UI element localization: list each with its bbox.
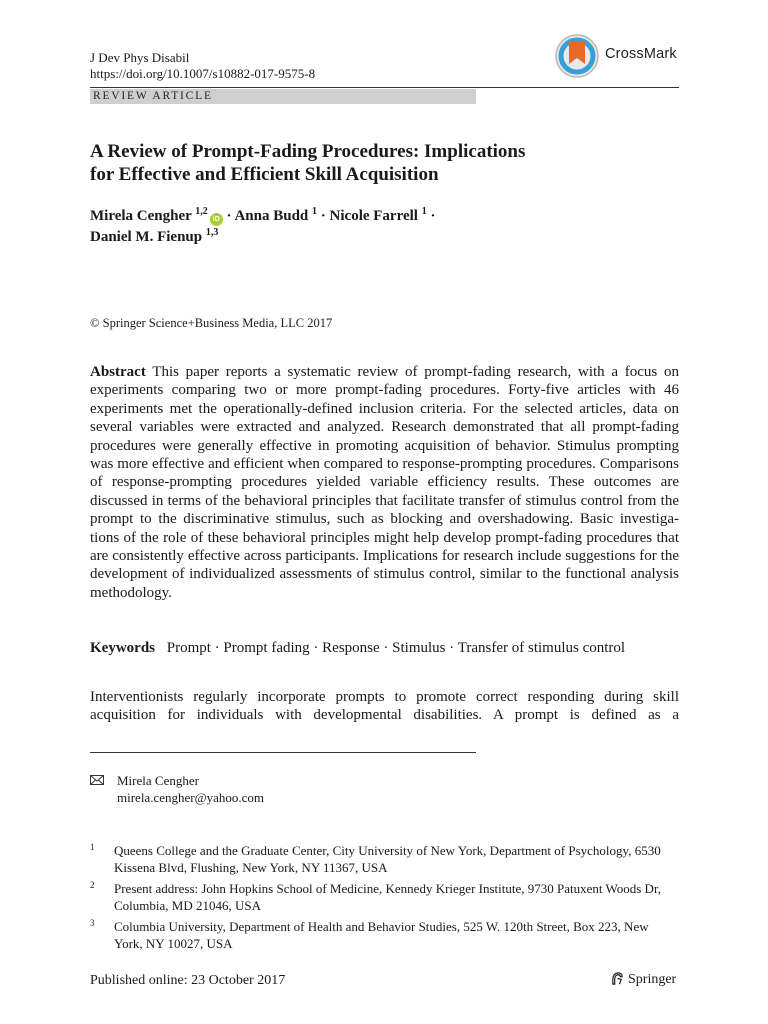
title-line-1: A Review of Prompt-Fading Procedures: Implications: [90, 141, 526, 162]
author-affiliation: 1: [421, 206, 427, 217]
crossmark-label: CrossMark: [605, 46, 677, 62]
doi-link[interactable]: https://doi.org/10.1007/s10882-017-9575-8: [90, 66, 316, 81]
affiliation-text: Columbia University, Department of Health and Behavior Studies, 525 W. 120th Street, Box 223, New York, NY 10027, USA: [114, 919, 649, 951]
corresponding-author: [117, 772, 264, 806]
springer-logo: [610, 971, 676, 988]
author-name[interactable]: Daniel M. Fienup: [90, 229, 203, 245]
journal-name: J Dev Phys Disabil: [90, 50, 190, 65]
author-line-2: [90, 227, 690, 248]
keywords-label: Keywords: [90, 640, 155, 656]
keywords-text: Prompt · Prompt fading · Response · Stimulus · Transfer of stimulus control: [166, 640, 626, 656]
affiliation-number: 3: [90, 918, 95, 928]
author-list: [90, 206, 690, 248]
author-affiliation: 1: [312, 206, 318, 217]
springer-horse-icon: [610, 971, 625, 986]
author-name[interactable]: Mirela Cengher: [90, 208, 192, 224]
affiliation-number: 2: [90, 880, 95, 890]
section-label: REVIEW ARTICLE: [93, 90, 213, 102]
contact-name: Mirela Cengher: [117, 773, 199, 788]
title-line-2: for Effective and Efficient Skill Acquisition: [90, 164, 439, 185]
keywords: [90, 639, 690, 657]
intro-line-2: acquisition for individuals with developmental disabilities. A prompt is defined as a: [90, 707, 679, 724]
abstract-text: This paper reports a systematic review of prompt-fading research, with a focus on experiments comparing two or more prompt-fading procedures. Forty-five articles with 46 experiments met the operationally-defined inclusion criteria. For the selected articles, data on several variables were extracted and analyzed. Research demonstrated that all prompt-fading procedures were generally effective in promoting acquisition of behavior. Stimulus prompting was more effective and efficient when compared to response-prompting procedures. Comparisons of response-prompting procedures yielded variable efficiency results. These outcomes are discussed in terms of the behavioral principles that facilitate transfer of stimulus control from the prompt to the discriminative stimulus, such as blocking and overshadowing. Basic investiga- tions of the role of these behavioral principles might help develop prompt-fading procedures that are consistently effective across participants. Implications for research include suggestions for the development of individualized assessments of stimulus control, similar to the functional analysis methodology.: [90, 364, 679, 601]
author-name[interactable]: Nicole Farrell: [329, 208, 418, 224]
footnote-rule: [90, 752, 476, 753]
author-affiliation: 1,2: [195, 206, 208, 217]
published-date: Published online: 23 October 2017: [90, 973, 286, 988]
crossmark-icon: [553, 33, 601, 79]
affiliation-number: 1: [90, 842, 95, 852]
author-affiliation: 1,3: [205, 227, 219, 238]
copyright-notice: © Springer Science+Business Media, LLC 2017: [90, 316, 333, 330]
orcid-icon[interactable]: iD: [210, 213, 223, 226]
affiliation-text: Queens College and the Graduate Center, City University of New York, Department of Psychology, 6530 Kissena Blvd, Flushing, New York, NY 11367, USA: [114, 843, 661, 875]
abstract-label: Abstract: [90, 364, 146, 380]
intro-line-1: Interventionists regularly incorporate prompts to promote correct responding during skill: [90, 689, 679, 705]
contact-email[interactable]: mirela.cengher@yahoo.com: [117, 790, 264, 805]
header-rule: [90, 87, 679, 88]
crossmark-logo[interactable]: [553, 33, 683, 79]
author-line-1: Mirela Cengher $^{1,2}$iD · Anna Budd $^1$ · Nicole Farrell $^1$ ·: [90, 206, 436, 224]
envelope-icon: [90, 775, 104, 785]
journal-header: [90, 50, 315, 82]
author-name[interactable]: Anna Budd: [234, 208, 309, 224]
article-title: [90, 140, 690, 186]
springer-label: Springer: [628, 972, 677, 987]
intro-paragraph: [90, 688, 679, 725]
affiliation-text: Present address: John Hopkins School of Medicine, Kennedy Krieger Institute, 9730 Patuxent Woods Dr, Columbia, MD 21046, USA: [114, 881, 661, 913]
section-bar: [90, 89, 476, 104]
abstract: [90, 363, 679, 602]
